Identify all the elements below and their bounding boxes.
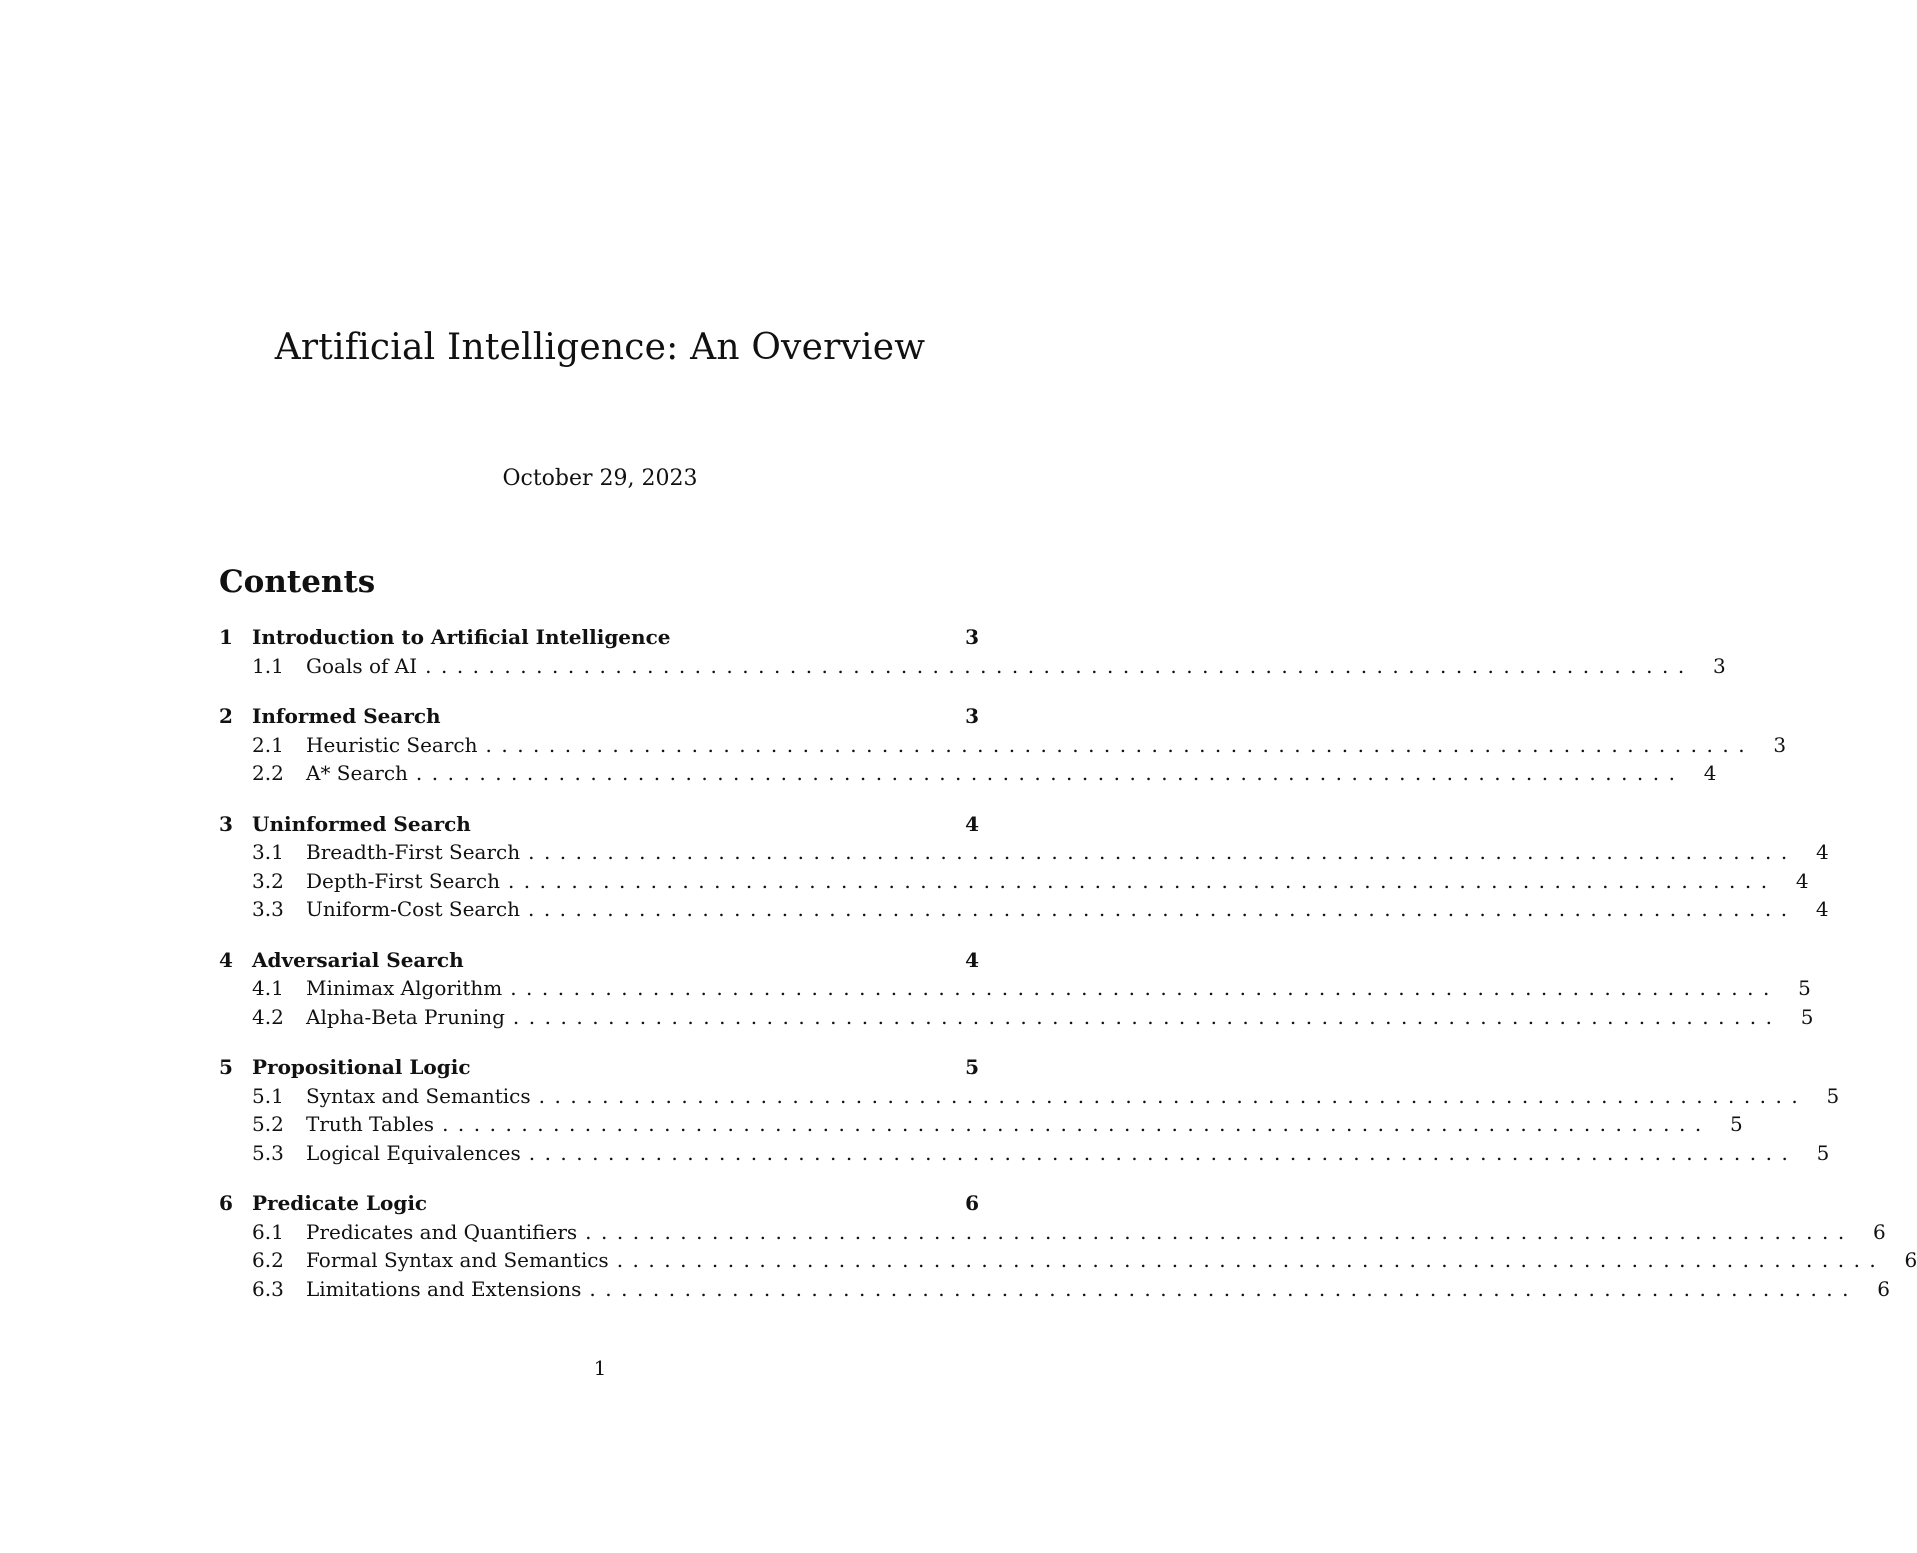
toc-section-title: Uninformed Search xyxy=(252,811,471,836)
toc-section xyxy=(219,1053,1840,1167)
toc-subsection-entry[interactable] xyxy=(219,1003,1814,1032)
toc-subsection-number: 6.1 xyxy=(252,1219,284,1244)
toc-list xyxy=(219,623,1917,1303)
toc-section-number: 3 xyxy=(219,811,233,836)
toc-subsection-page: 5 xyxy=(1826,1083,1840,1108)
toc-subsection-number: 5.3 xyxy=(252,1140,284,1165)
document-date: October 29, 2023 xyxy=(502,466,698,491)
toc-dot-leader: ................................................................................ xyxy=(507,868,1777,893)
toc-subsection-entry[interactable] xyxy=(219,895,1829,924)
toc-subsection-page: 4 xyxy=(1815,897,1829,921)
toc-subsection-title: Minimax Algorithm xyxy=(306,976,503,1000)
toc-section-number: 1 xyxy=(219,625,233,649)
toc-subsection-number: 2.2 xyxy=(252,761,284,785)
toc-subsection-number: 6.3 xyxy=(252,1276,284,1301)
toc-subsection-title: Limitations and Extensions xyxy=(306,1276,582,1301)
toc-section-page: 4 xyxy=(965,947,979,972)
toc-subsection-entry[interactable] xyxy=(219,867,1809,896)
toc-subsection-title: Alpha-Beta Pruning xyxy=(306,1004,505,1029)
toc-subsection-number: 6.2 xyxy=(252,1248,284,1272)
page-number: 1 xyxy=(593,1356,607,1380)
toc-subsection-page: 5 xyxy=(1729,1112,1743,1136)
toc-section-entry[interactable] xyxy=(219,946,979,975)
toc-section-entry[interactable] xyxy=(219,702,979,731)
toc-dot-leader: ................................................................................ xyxy=(528,840,1797,864)
toc-subsection-title: A* Search xyxy=(306,761,408,785)
toc-subsection-title: Depth-First Search xyxy=(306,868,500,893)
toc-subsection-page: 6 xyxy=(1873,1219,1886,1244)
toc-dot-leader: ................................................................................ xyxy=(512,1004,1782,1029)
toc-subsection-number: 1.1 xyxy=(252,653,284,678)
toc-subsection-number: 4.2 xyxy=(252,1004,284,1029)
toc-subsection-entry[interactable] xyxy=(219,731,1787,760)
toc-subsection-title: Syntax and Semantics xyxy=(306,1083,531,1108)
toc-dot-leader: ................................................................................ xyxy=(415,761,1685,785)
toc-section-number: 5 xyxy=(219,1055,233,1079)
toc-section-number: 6 xyxy=(219,1191,233,1215)
toc-subsection-page: 3 xyxy=(1712,653,1726,678)
toc-subsection-page: 6 xyxy=(1904,1248,1917,1272)
toc-subsection-page: 5 xyxy=(1798,976,1811,1000)
toc-section-page: 6 xyxy=(965,1191,979,1215)
toc-subsection-page: 4 xyxy=(1703,761,1717,785)
toc-subsection-title: Logical Equivalences xyxy=(306,1140,521,1165)
toc-section-title: Predicate Logic xyxy=(252,1191,428,1215)
toc-subsection-entry[interactable] xyxy=(219,1110,1743,1139)
toc-dot-leader: ................................................................................ xyxy=(528,1140,1798,1165)
toc-subsection-entry[interactable] xyxy=(219,1218,1886,1247)
toc-section xyxy=(219,946,1814,1032)
toc-dot-leader: ................................................................................ xyxy=(442,1112,1711,1136)
toc-section-entry[interactable] xyxy=(219,1189,979,1218)
toc-section-entry[interactable] xyxy=(219,810,979,839)
toc-subsection-page: 4 xyxy=(1795,868,1809,893)
toc-heading: Contents xyxy=(219,564,376,600)
toc-section-number: 2 xyxy=(219,704,233,728)
toc-dot-leader: ................................................................................ xyxy=(589,1276,1859,1301)
toc-section-title: Propositional Logic xyxy=(252,1055,471,1079)
toc-subsection-title: Heuristic Search xyxy=(306,732,478,757)
toc-subsection-entry[interactable] xyxy=(219,1246,1917,1275)
toc-subsection-number: 5.1 xyxy=(252,1083,284,1108)
toc-section-title: Introduction to Artificial Intelligence xyxy=(252,625,671,649)
toc-subsection-title: Formal Syntax and Semantics xyxy=(306,1248,609,1272)
toc-subsection-title: Breadth-First Search xyxy=(306,840,521,864)
toc-subsection-entry[interactable] xyxy=(219,1275,1891,1304)
toc-subsection-number: 4.1 xyxy=(252,976,284,1000)
toc-section-page: 5 xyxy=(965,1055,979,1079)
toc-subsection-entry[interactable] xyxy=(219,974,1811,1003)
toc-dot-leader: ................................................................................ xyxy=(485,732,1755,757)
toc-subsection-entry[interactable] xyxy=(219,652,1726,681)
toc-section xyxy=(219,810,1829,924)
toc-subsection-page: 5 xyxy=(1800,1004,1814,1029)
toc-subsection-title: Truth Tables xyxy=(306,1112,435,1136)
toc-dot-leader: ................................................................................ xyxy=(510,976,1779,1000)
toc-section-title: Adversarial Search xyxy=(252,947,464,972)
toc-section-page: 3 xyxy=(965,625,979,649)
toc-subsection-entry[interactable] xyxy=(219,759,1717,788)
toc-section-entry[interactable] xyxy=(219,623,979,652)
toc-subsection-number: 2.1 xyxy=(252,732,284,757)
toc-section xyxy=(219,1189,1917,1303)
toc-subsection-entry[interactable] xyxy=(219,1139,1830,1168)
toc-subsection-number: 3.1 xyxy=(252,840,284,864)
toc-subsection-page: 5 xyxy=(1816,1140,1830,1165)
toc-subsection-number: 3.2 xyxy=(252,868,284,893)
toc-dot-leader: ................................................................................ xyxy=(527,897,1797,921)
toc-dot-leader: ................................................................................ xyxy=(425,653,1694,678)
toc-subsection-page: 6 xyxy=(1877,1276,1891,1301)
toc-section-number: 4 xyxy=(219,947,233,972)
toc-subsection-entry[interactable] xyxy=(219,1082,1840,1111)
toc-subsection-page: 3 xyxy=(1773,732,1787,757)
toc-subsection-entry[interactable] xyxy=(219,838,1829,867)
toc-section xyxy=(219,623,1726,680)
toc-subsection-title: Predicates and Quantifiers xyxy=(306,1219,578,1244)
toc-section-page: 4 xyxy=(965,811,979,836)
toc-section-entry[interactable] xyxy=(219,1053,979,1082)
toc-section xyxy=(219,702,1787,788)
toc-subsection-title: Goals of AI xyxy=(306,653,418,678)
toc-dot-leader: ................................................................................ xyxy=(585,1219,1854,1244)
table-of-contents xyxy=(219,560,1917,1325)
toc-section-title: Informed Search xyxy=(252,704,441,728)
toc-dot-leader: ................................................................................ xyxy=(616,1248,1886,1272)
toc-dot-leader: ................................................................................ xyxy=(538,1083,1808,1108)
toc-subsection-number: 5.2 xyxy=(252,1112,284,1136)
document-title: Artificial Intelligence: An Overview xyxy=(274,327,926,368)
toc-subsection-title: Uniform-Cost Search xyxy=(306,897,520,921)
toc-section-page: 3 xyxy=(965,704,979,728)
toc-subsection-number: 3.3 xyxy=(252,897,284,921)
toc-subsection-page: 4 xyxy=(1815,840,1829,864)
